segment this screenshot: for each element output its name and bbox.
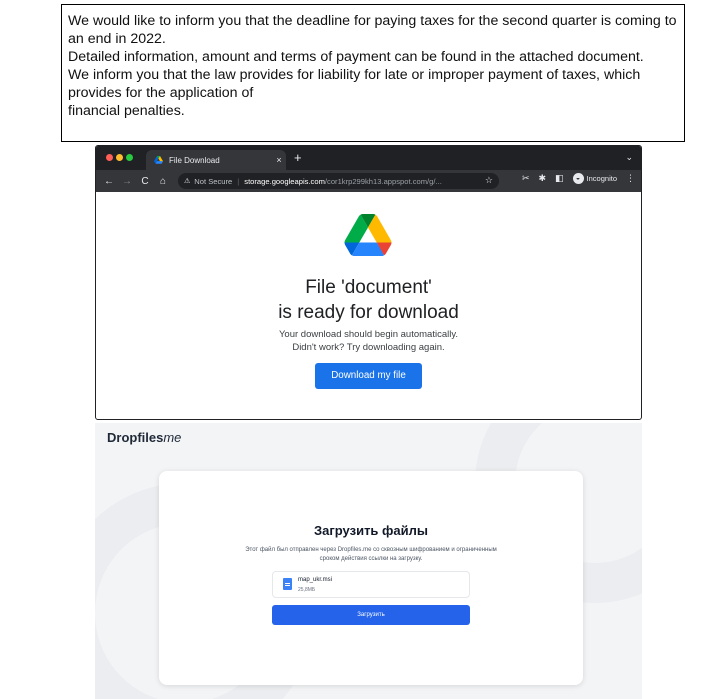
google-drive-icon bbox=[154, 156, 163, 164]
download-heading bbox=[96, 275, 641, 325]
browser-menu-icon[interactable]: ⋮ bbox=[626, 173, 635, 183]
security-label[interactable]: Not Secure bbox=[194, 176, 233, 186]
file-item[interactable] bbox=[272, 571, 470, 598]
url-host: storage.googleapis.com bbox=[244, 176, 325, 186]
file-size: 25,8МБ bbox=[298, 587, 316, 593]
reload-icon[interactable]: C bbox=[141, 175, 149, 187]
browser-window bbox=[95, 145, 642, 420]
upload-card bbox=[159, 471, 583, 685]
maximize-window-button[interactable] bbox=[126, 154, 133, 161]
separator: | bbox=[237, 176, 240, 186]
tab-title: File Download bbox=[169, 155, 220, 165]
side-panel-icon[interactable]: ◧ bbox=[555, 173, 564, 183]
file-document-icon bbox=[283, 578, 292, 590]
google-drive-logo-icon bbox=[344, 214, 392, 256]
card-description: Этот файл был отправлен через Dropfiles.me со сквозным шифрованием и ограниченным сроком действия ссылки на загрузку. bbox=[245, 547, 497, 562]
new-tab-button[interactable]: + bbox=[294, 150, 302, 165]
download-subtext bbox=[96, 328, 641, 354]
scissors-extension-icon[interactable]: ✂ bbox=[521, 173, 530, 183]
incognito-icon: ◒ bbox=[573, 173, 584, 184]
heading-line-1: File 'document' bbox=[305, 277, 432, 298]
email-line: financial penalties. bbox=[68, 103, 185, 119]
download-files-button[interactable]: Загрузить bbox=[272, 605, 470, 625]
home-icon[interactable]: ⌂ bbox=[159, 175, 167, 187]
email-message bbox=[61, 4, 685, 142]
brand-suffix: me bbox=[163, 430, 182, 445]
puzzle-extensions-icon[interactable]: ✱ bbox=[538, 173, 547, 183]
heading-line-2: is ready for download bbox=[278, 302, 459, 323]
forward-icon[interactable]: → bbox=[122, 175, 132, 187]
card-title: Загрузить файлы bbox=[314, 523, 428, 538]
subtext-line-1: Your download should begin automatically. bbox=[278, 329, 459, 340]
subtext-line-2: Didn't work? Try downloading again. bbox=[292, 342, 445, 353]
address-bar[interactable] bbox=[178, 173, 499, 189]
toolbar-actions bbox=[522, 173, 635, 184]
dropfiles-logo[interactable] bbox=[107, 430, 181, 445]
browser-toolbar bbox=[96, 170, 641, 192]
warning-icon[interactable]: ⚠ bbox=[184, 178, 191, 185]
tab-close-icon[interactable]: × bbox=[276, 155, 282, 165]
url-path: /cor1krp299kh13.appspot.com/g/... bbox=[324, 176, 442, 186]
bookmark-star-icon[interactable]: ☆ bbox=[484, 175, 493, 185]
incognito-indicator[interactable] bbox=[573, 173, 617, 184]
browser-tab[interactable] bbox=[146, 150, 286, 170]
download-page bbox=[96, 192, 641, 420]
email-line: We would like to inform you that the deadline for paying taxes for the second quarter is coming to an end in 2022. bbox=[68, 13, 677, 47]
download-my-file-button[interactable]: Download my file bbox=[315, 363, 422, 389]
back-icon[interactable]: ← bbox=[104, 175, 114, 187]
email-line: Detailed information, amount and terms of payment can be found in the attached document. bbox=[68, 49, 644, 65]
minimize-window-button[interactable] bbox=[116, 154, 123, 161]
incognito-label: Incognito bbox=[586, 174, 617, 183]
email-line: We inform you that the law provides for liability for late or improper payment of taxes, which provides for the application of bbox=[68, 67, 641, 101]
tab-search-icon[interactable]: ⌄ bbox=[625, 152, 633, 162]
close-window-button[interactable] bbox=[106, 154, 113, 161]
file-name: map_ukr.msi bbox=[298, 577, 333, 583]
brand-name: Dropfiles bbox=[107, 430, 164, 445]
dropfiles-page bbox=[95, 423, 642, 699]
title-bar bbox=[96, 146, 641, 170]
